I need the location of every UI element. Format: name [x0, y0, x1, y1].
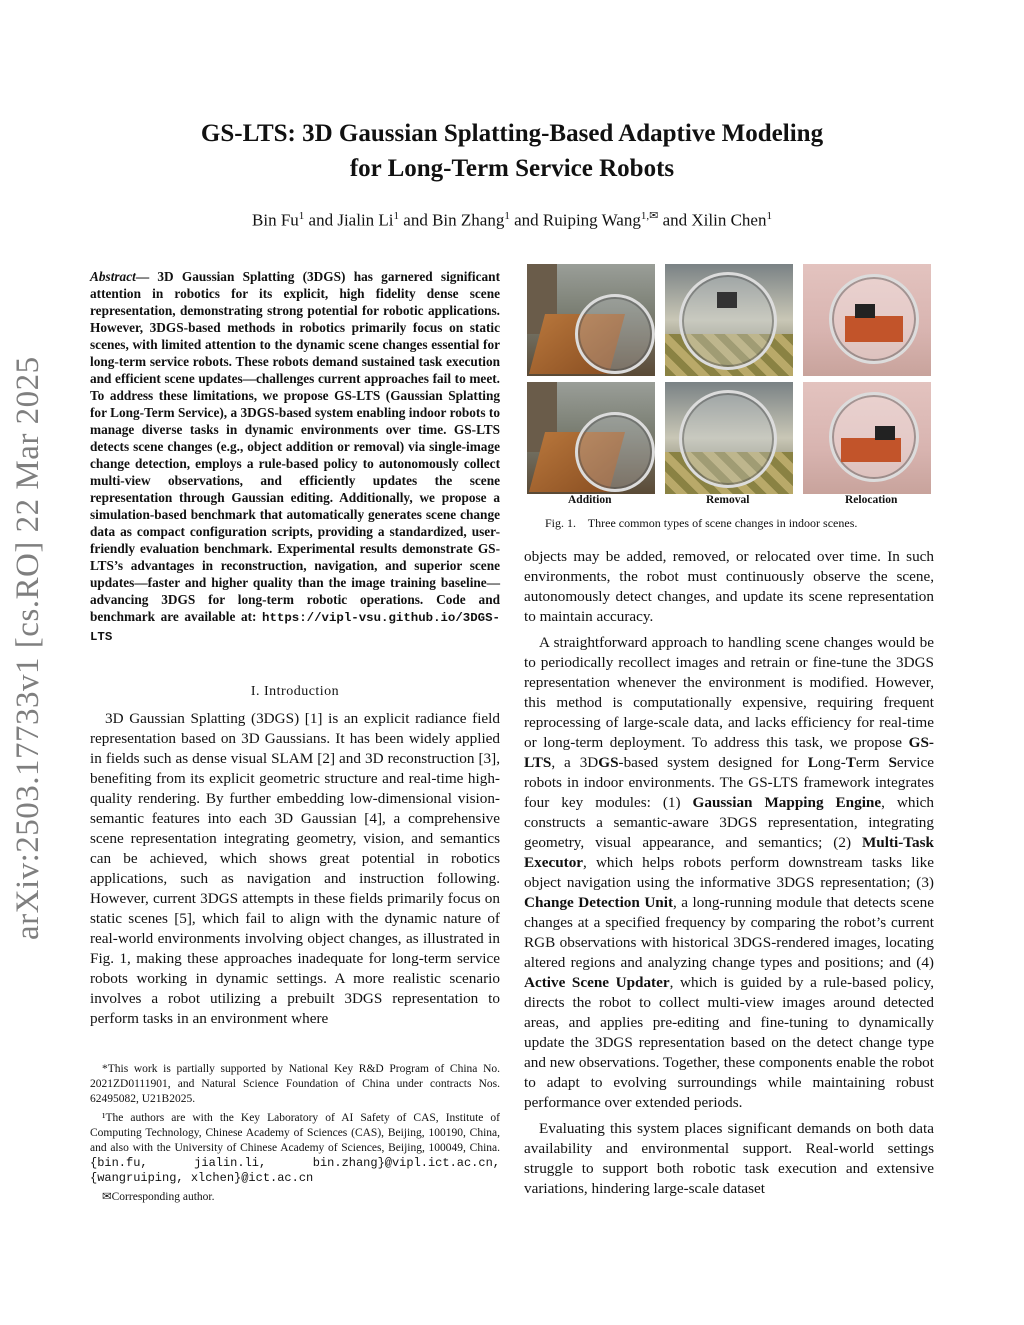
label-relocation: Relocation	[845, 494, 898, 506]
paper-title	[120, 116, 904, 186]
conjunction: and	[403, 210, 428, 230]
author-name: Xilin Chen	[691, 210, 767, 230]
funding-footnote: *This work is partially supported by National Key R&D Program of China No. 2021ZD0111901, and Natural Science Foundation of China under contracts Nos. 62495082, U21B2025.	[90, 1063, 500, 1106]
object-in-lens	[717, 292, 737, 308]
affiliation-mark: 1	[393, 210, 400, 222]
text-run: A straightforward approach to handling scene changes would be to periodically recollect images and retrain or fine-tune the 3DGS representation whenever the environment is modified. However, this method is computationally expensive, requiring frequent reprocessing of large-scale data, and lacks efficiency for real-time or long-term deployment. To address this task, we propose	[524, 634, 934, 751]
text-run: ong-	[817, 754, 846, 771]
removal-before-image	[665, 264, 793, 376]
moved-object	[875, 426, 895, 440]
figure-caption: Fig. 1. Three common types of scene changes in indoor scenes.	[545, 516, 858, 530]
author-list	[120, 209, 904, 231]
intro-paragraph: 3D Gaussian Splatting (3DGS) [1] is an explicit radiance field representation based on 3D Gaussians. It has been widely applied in fields such as dense visual SLAM [2] and 3D reconstruction [3], benefiting from its explicit geometric structure and real-time high-quality rendering. By further embedding low-dimensional vision-semantic features into each 3D Gaussian [4], a comprehensive scene representation integrating geometry, vision, and semantics can be achieved, which shows great potential in robotics applications, such as navigation and instruction following. However, current 3DGS attempts in these fields primarily focus on static scenes [5], which fail to align with the dynamic nature of real-world environments involving object changes, as illustrated in Fig. 1, making these approaches inadequate for long-term service robots working in dynamic settings. A more realistic scenario involves a robot utilizing a prebuilt 3DGS representation to perform tasks in an environment where	[90, 710, 500, 1027]
text-run: , which is guided by a rule-based policy, directs the robot to collect multi-view images around detected areas, and applies pre-editing and fine-tuning to dynamically update the 3DGS representation based on the detect change type and new observations. Together, these components enable the robot to adapt to evolving surroundings while maintaining robust performance over extended periods.	[524, 974, 935, 1111]
title-line-2: for Long-Term Service Robots	[349, 155, 675, 182]
figure-1	[527, 264, 931, 496]
table-surface	[845, 316, 903, 342]
abstract-body: — 3D Gaussian Splatting (3DGS) has garnered significant attention in robotics for its explicit, high fidelity dense scene representation, demonstrating strong potential for robotic applications. However, 3DGS-based methods in robotics primarily focus on static scenes, with limited attention to the dynamic scene changes essential for long-term service robots. These robots demand sustained task execution and efficient scene updates—challenges current approaches fail to meet. To address these limitations, we propose GS-LTS (Gaussian Splatting for Long-Term Service), a 3DGS-based system enabling indoor robots to manage diverse tasks in dynamic environments over time. GS-LTS detects scene changes (e.g., object addition or removal) via single-image change detection, employs a rule-based policy to autonomously collect multi-view observations, and efficiently updates the scene representation through Gaussian editing. Additionally, we propose a simulation-based benchmark that automatically generates scene change data as compact configuration scripts, providing a standardized, user-friendly evaluation benchmark. Experimental results demonstrate GS-LTS’s advantages in reconstruction, navigation, and superior scene updates—faster and higher quality than the image training baseline—advancing 3DGS for long-term robotic operations. Code and benchmark are available at:	[90, 269, 500, 624]
right-paragraph-2	[524, 633, 934, 1113]
module-name: Multi-Task Executor	[524, 834, 934, 871]
right-column-text	[524, 547, 934, 1199]
corresponding-footnote: ✉Corresponding author.	[102, 1190, 215, 1203]
section-heading: I. Introduction	[250, 684, 340, 699]
label-addition: Addition	[568, 494, 612, 506]
text-run: , which helps robots perform downstream tasks like object navigation using the informative 3DGS representation; (3)	[524, 854, 934, 891]
project-url-link[interactable]: https://vipl-vsu.github.io/3DGS-LTS	[90, 611, 500, 644]
author-emails: {bin.fu, jialin.li, bin.zhang}@vipl.ict.ac.cn, {wangruiping, xlchen}@ict.ac.cn	[90, 1156, 500, 1186]
arxiv-identifier: arXiv:2503.17733v1 [cs.RO] 22 Mar 2025	[10, 356, 46, 940]
affiliation-text: ¹The authors are with the Key Laboratory of AI Safety of CAS, Institute of Computing Technology, Chinese Academy of Sciences (CAS), Beijing, 100190, China, and also with the University of Chinese Academy of Sciences, Beijing, 100049, China.	[90, 1111, 500, 1155]
conjunction: and	[662, 210, 688, 230]
right-paragraph-1: objects may be added, removed, or relocated over time. In such environments, the robot must continuously observe the scene, autonomously detect changes, and update its scene representation to maintain accuracy.	[524, 548, 934, 625]
affiliation-footnote	[90, 1111, 500, 1187]
affiliation-mark: 1	[766, 210, 772, 222]
abstract-label: Abstract	[90, 269, 136, 284]
text-run: , a 3D	[551, 754, 599, 771]
author-name: Bin Fu	[252, 210, 299, 230]
conjunction: and	[308, 210, 334, 230]
addition-after-image	[527, 382, 655, 494]
text-run: -based system designed for	[618, 754, 808, 771]
acronym-letter: S	[888, 754, 897, 771]
affiliation-mark: 1	[504, 210, 510, 222]
addition-before-image	[527, 264, 655, 376]
right-paragraph-3: Evaluating this system places significant demands on both data availability and environmental support. Real-world settings struggle to support both robotic task execution and extensive variations, hindering large-scale dataset	[524, 1120, 934, 1197]
relocation-after-image	[803, 382, 931, 494]
author-name: Jialin Li	[337, 210, 394, 230]
text-run: erm	[855, 754, 889, 771]
affiliation-mark: 1,✉	[640, 210, 659, 222]
footnotes	[90, 1062, 500, 1208]
magnifier-lens	[575, 294, 655, 374]
module-name: Gaussian Mapping Engine	[692, 794, 882, 811]
magnifier-lens	[679, 272, 777, 370]
label-removal: Removal	[706, 494, 750, 506]
author-name: Ruiping Wang	[542, 210, 641, 230]
magnifier-lens	[679, 390, 777, 488]
title-line-1: GS-LTS: 3D Gaussian Splatting-Based Adaptive Modeling	[200, 120, 824, 147]
table-surface	[841, 438, 901, 462]
module-name: Active Scene Updater	[524, 974, 670, 991]
module-name: Change Detection Unit	[524, 894, 674, 911]
text-run: , a long-running module that detects scene changes at a specified frequency by comparing the robot’s current RGB observations with historical 3DGS-rendered images, locating altered regions and analyzing change types and positions; and (4)	[524, 894, 934, 971]
magnifier-lens	[829, 392, 919, 482]
abstract	[90, 268, 500, 646]
moved-object	[855, 304, 875, 318]
removal-after-image	[665, 382, 793, 494]
conjunction: and	[514, 210, 539, 230]
affiliation-mark: 1	[298, 210, 305, 222]
text-run: ervice robots in indoor environments. The GS-LTS framework integrates four key modules: (1)	[524, 754, 934, 811]
acronym-letters: GS	[598, 754, 619, 771]
system-name: GS-LTS	[524, 734, 934, 771]
magnifier-lens	[575, 412, 655, 492]
acronym-letter: T	[845, 754, 856, 771]
introduction-text	[90, 709, 500, 1029]
relocation-before-image	[803, 264, 931, 376]
author-name: Bin Zhang	[432, 210, 505, 230]
text-run: , which constructs a semantic-aware 3DGS representation, integrating geometry, visual appearance, and semantics; (2)	[524, 794, 935, 851]
acronym-letter: L	[807, 754, 818, 771]
